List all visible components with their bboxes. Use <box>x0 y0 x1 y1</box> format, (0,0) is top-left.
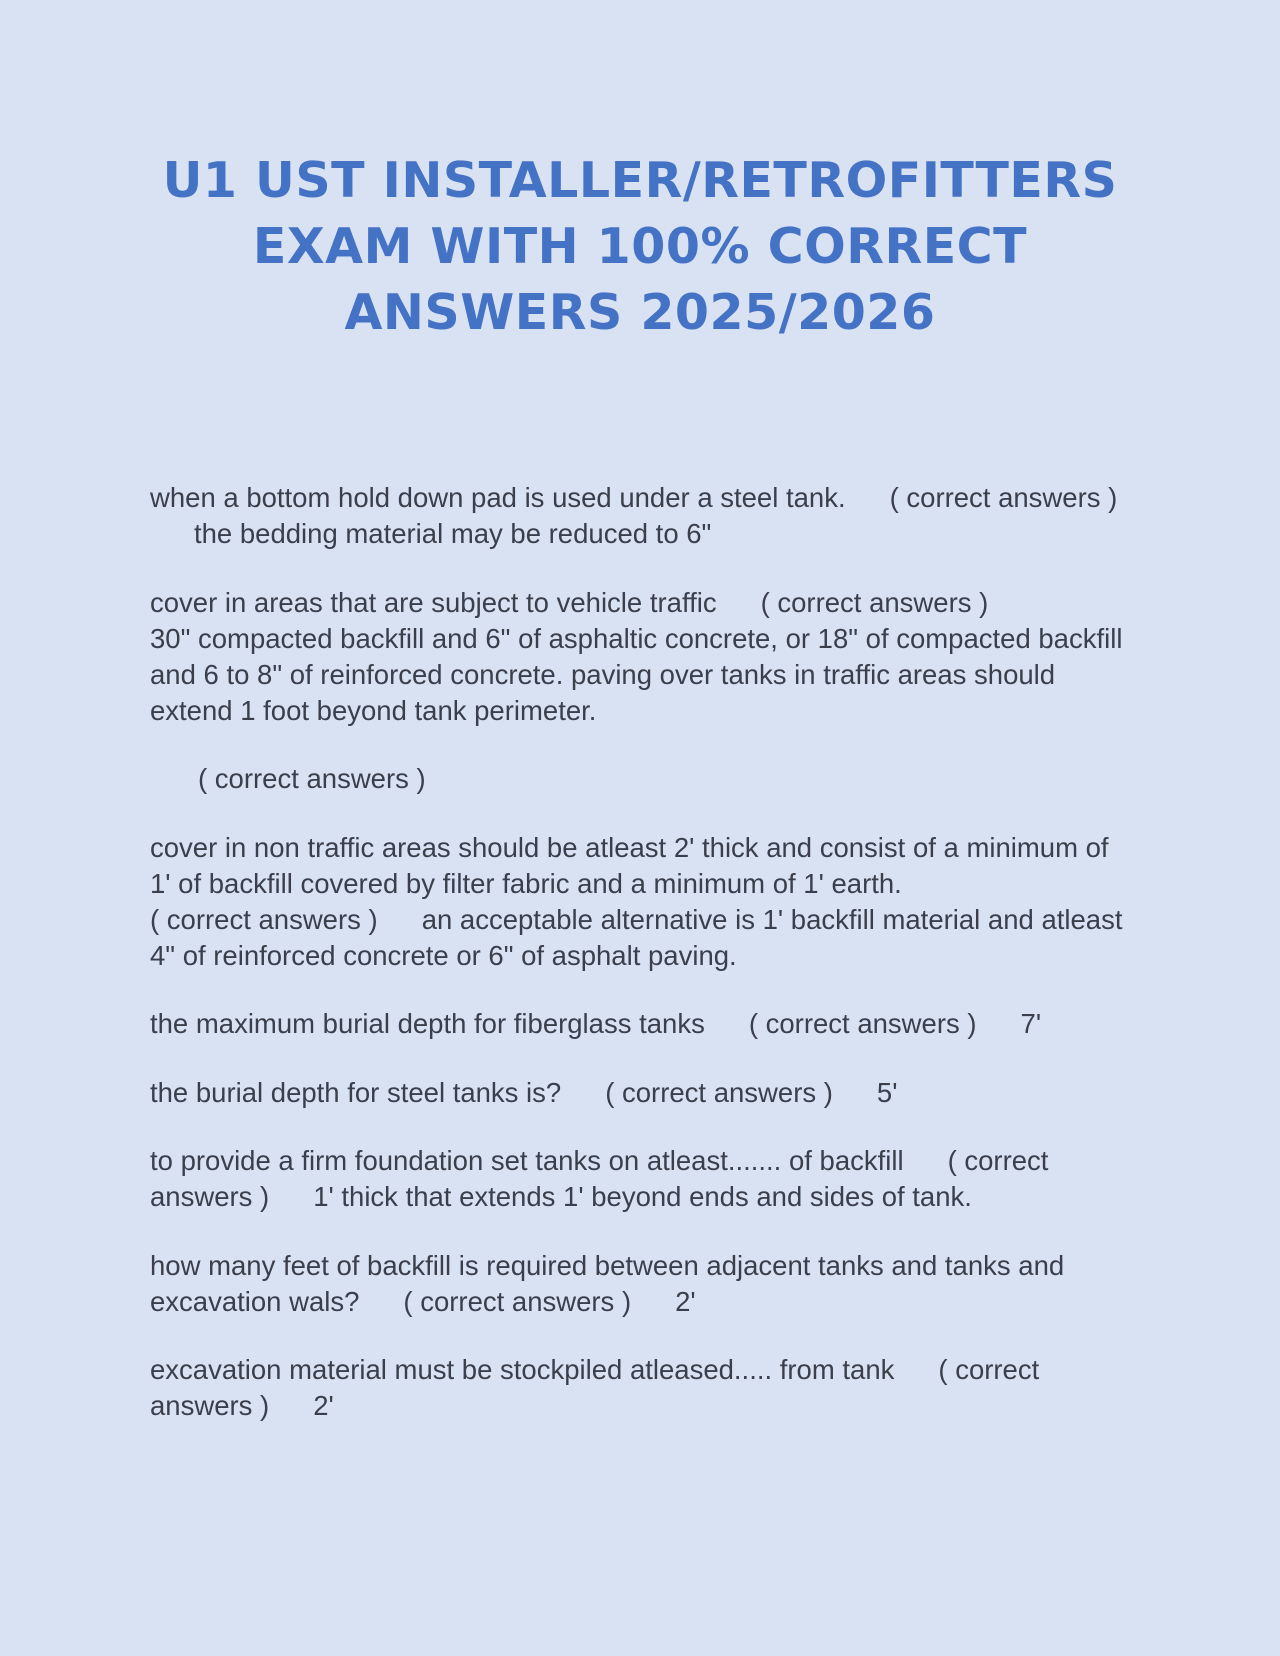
qa-item <box>150 1352 1130 1424</box>
question-text: the burial depth for steel tanks is? <box>150 1076 562 1108</box>
title-line: ANSWERS 2025/2026 <box>344 284 936 341</box>
answer-marker: ( correct answers ) <box>403 1285 632 1317</box>
answer-text: 2' <box>313 1390 334 1421</box>
answer-marker: ( correct answers ) <box>198 763 426 794</box>
qa-list <box>150 480 1130 1457</box>
question-text: when a bottom hold down pad is used under a steel tank. <box>150 482 846 513</box>
answer-text: 1' thick that extends 1' beyond ends and sides of tank. <box>313 1181 972 1212</box>
title-line: EXAM WITH 100% CORRECT <box>252 218 1028 275</box>
qa-item <box>150 1075 1130 1111</box>
qa-item <box>150 585 1130 729</box>
answer-text: 5' <box>876 1076 898 1108</box>
question-text: to provide a firm foundation set tanks on atleast....... of backfill <box>150 1145 904 1176</box>
answer-text: an acceptable alternative is 1' backfill material and atleast 4" of reinforced concrete or 6" of asphalt paving. <box>150 903 1123 971</box>
question-text: cover in areas that are subject to vehicle traffic <box>150 586 717 618</box>
question-text: how many feet of backfill is required between adjacent tanks and tanks and excavation wals? <box>150 1249 1065 1317</box>
answer-marker: ( correct answers ) <box>748 1008 977 1039</box>
answer-text: 7' <box>1020 1008 1042 1039</box>
question-text: excavation material must be stockpiled atleased..... from tank <box>150 1354 895 1385</box>
answer-text: 30" compacted backfill and 6" of asphaltic concrete, or 18" of compacted backfill and 6 to 8" of reinforced concrete. paving over tanks in traffic areas should extend 1 foot beyond tank perimeter. <box>150 622 1123 726</box>
answer-marker: ( correct answers ) <box>150 1354 1040 1421</box>
question-text: cover in non traffic areas should be atleast 2' thick and consist of a minimum of 1' of backfill covered by filter fabric and a minimum of 1' earth. <box>150 831 1109 899</box>
answer-marker: ( correct answers ) <box>889 482 1118 513</box>
answer-text: 2' <box>675 1285 696 1317</box>
answer-marker: ( correct answers ) <box>605 1076 833 1108</box>
qa-item <box>150 761 1130 797</box>
title-line: U1 UST INSTALLER/RETROFITTERS <box>162 152 1118 209</box>
qa-item <box>150 1248 1130 1320</box>
qa-item <box>150 480 1130 552</box>
answer-marker: ( correct answers ) <box>760 586 989 618</box>
document-title <box>120 148 1160 346</box>
qa-item <box>150 830 1130 974</box>
qa-item <box>150 1006 1130 1042</box>
qa-item <box>150 1143 1130 1215</box>
answer-text: the bedding material may be reduced to 6" <box>194 518 712 549</box>
answer-marker: ( correct answers ) <box>150 903 378 935</box>
question-text: the maximum burial depth for fiberglass tanks <box>150 1008 705 1039</box>
answer-marker: ( correct answers ) <box>150 1145 1049 1212</box>
